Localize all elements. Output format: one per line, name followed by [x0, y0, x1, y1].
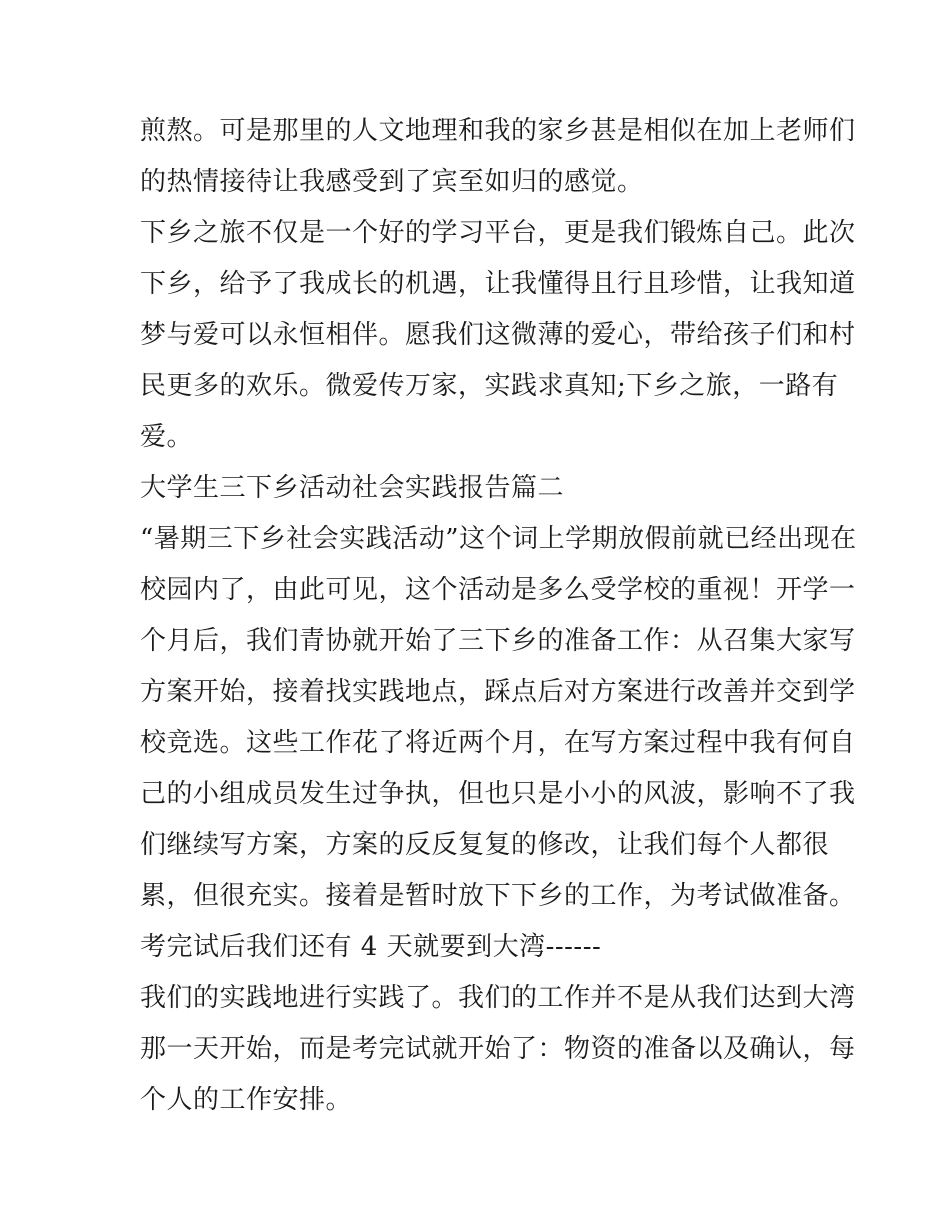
- text-line: 们继续写方案，方案的反反复复的修改，让我们每个人都很: [140, 830, 830, 860]
- text-line: 个人的工作安排。: [140, 1085, 353, 1115]
- text-line: 累，但很充实。接着是暂时放下下乡的工作，为考试做准备。: [140, 881, 856, 911]
- section-heading: 大学生三下乡活动社会实践报告篇二: [140, 473, 565, 503]
- text-line: 校园内了，由此可见，这个活动是多么受学校的重视！开学一: [140, 575, 856, 605]
- text-line: “暑期三下乡社会实践活动”这个词上学期放假前就已经出现在: [140, 524, 857, 554]
- text-line: 我们的实践地进行实践了。我们的工作并不是从我们达到大湾: [140, 983, 856, 1013]
- text-line: 个月后，我们青协就开始了三下乡的准备工作：从召集大家写: [140, 626, 856, 656]
- text-line: 己的小组成员发生过争执，但也只是小小的风波，影响不了我: [140, 779, 856, 809]
- document-body: [140, 106, 857, 1126]
- text-line: 方案开始，接着找实践地点，踩点后对方案进行改善并交到学: [140, 677, 856, 707]
- text-line: 考完试后我们还有 4 天就要到大湾------: [140, 932, 602, 962]
- text-line: 煎熬。可是那里的人文地理和我的家乡甚是相似在加上老师们: [140, 116, 856, 146]
- text-line: 校竞选。这些工作花了将近两个月，在写方案过程中我有何自: [140, 728, 856, 758]
- text-line: 下乡，给予了我成长的机遇，让我懂得且行且珍惜，让我知道: [140, 269, 856, 299]
- text-line: 梦与爱可以永恒相伴。愿我们这微薄的爱心，带给孩子们和村: [140, 320, 856, 350]
- text-line: 爱。: [140, 422, 194, 452]
- text-line: 那一天开始，而是考完试就开始了：物资的准备以及确认，每: [140, 1034, 856, 1064]
- text-line: 下乡之旅不仅是一个好的学习平台，更是我们锻炼自己。此次: [140, 218, 856, 248]
- text-line: 的热情接待让我感受到了宾至如归的感觉。: [140, 167, 644, 197]
- text-line: 民更多的欢乐。微爱传万家，实践求真知;下乡之旅，一路有: [140, 371, 839, 401]
